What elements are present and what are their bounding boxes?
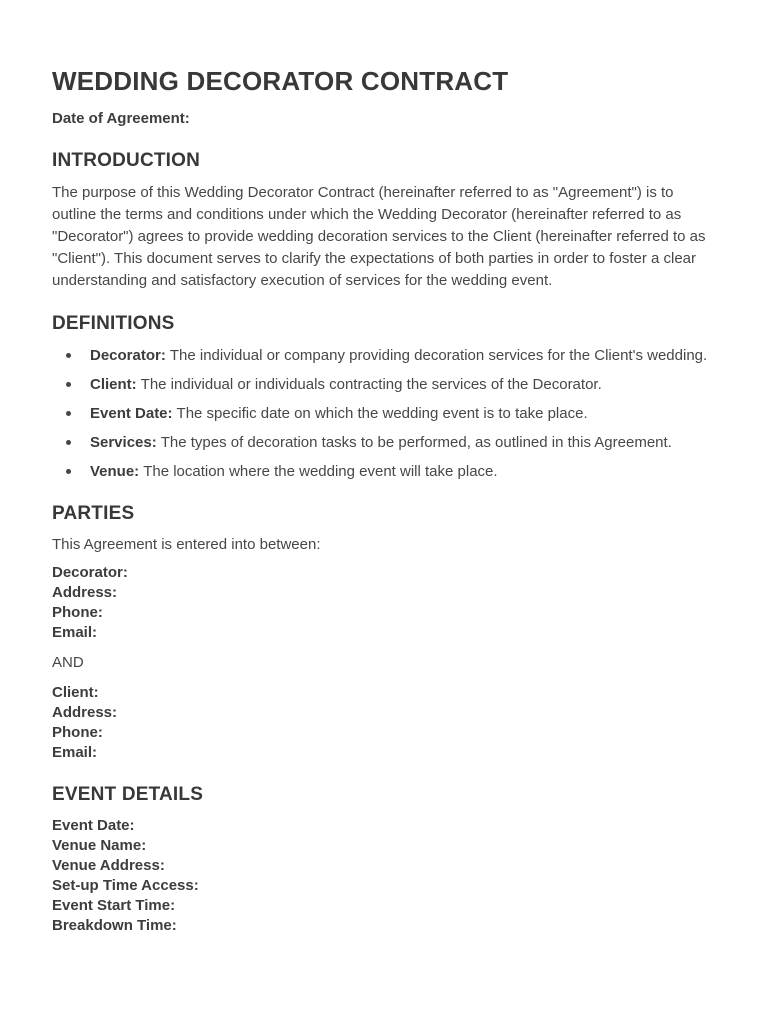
date-of-agreement-label: Date of Agreement: bbox=[52, 110, 190, 128]
bullet-icon bbox=[66, 411, 71, 416]
venue-address-label: Venue Address: bbox=[52, 857, 165, 875]
definition-description: The specific date on which the wedding event is to take place. bbox=[176, 405, 588, 423]
event-start-time-label: Event Start Time: bbox=[52, 897, 176, 915]
decorator-fields-block bbox=[52, 563, 718, 643]
client-label: Client: bbox=[52, 684, 99, 702]
definition-term: Decorator: bbox=[90, 347, 166, 365]
decorator-phone-label: Phone: bbox=[52, 604, 103, 622]
client-address-label: Address: bbox=[52, 704, 118, 722]
introduction-paragraph: The purpose of this Wedding Decorator Contract (hereinafter referred to as "Agreement") is to outline the terms and conditions under which the Wedding Decorator (hereinafter referred to as "Decorator") agrees to provide wedding decoration services to the Client (hereinafter referred to as "Client"). This document serves to clarify the expectations of both parties in order to foster a clear understanding and satisfactory execution of services for the wedding event. bbox=[52, 184, 706, 290]
event-details-heading: EVENT DETAILS bbox=[52, 784, 204, 806]
document-title: WEDDING DECORATOR CONTRACT bbox=[52, 66, 509, 96]
definition-item bbox=[90, 403, 718, 424]
definitions-list bbox=[52, 345, 718, 482]
definition-item bbox=[90, 432, 718, 453]
parties-section bbox=[52, 502, 718, 763]
definition-description: The individual or individuals contracting the services of the Decorator. bbox=[140, 376, 602, 394]
definition-term: Event Date: bbox=[90, 405, 173, 423]
decorator-address-label: Address: bbox=[52, 584, 118, 602]
definition-term: Venue: bbox=[90, 463, 140, 481]
event-details-section bbox=[52, 783, 718, 936]
definition-item bbox=[90, 345, 718, 366]
introduction-heading: INTRODUCTION bbox=[52, 150, 201, 172]
event-details-fields-block bbox=[52, 816, 718, 936]
definition-term: Client: bbox=[90, 376, 137, 394]
definition-description: The individual or company providing decoration services for the Client's wedding. bbox=[169, 347, 708, 365]
client-email-label: Email: bbox=[52, 744, 98, 762]
decorator-email-label: Email: bbox=[52, 624, 98, 642]
breakdown-time-label: Breakdown Time: bbox=[52, 917, 177, 935]
definition-description: The location where the wedding event will take place. bbox=[143, 463, 498, 481]
definitions-section bbox=[52, 312, 718, 482]
client-phone-label: Phone: bbox=[52, 724, 103, 742]
parties-intro: This Agreement is entered into between: bbox=[52, 536, 321, 554]
definition-item bbox=[90, 374, 718, 395]
parties-heading: PARTIES bbox=[52, 503, 135, 525]
bullet-icon bbox=[66, 353, 71, 358]
parties-conjunction: AND bbox=[52, 654, 84, 672]
bullet-icon bbox=[66, 440, 71, 445]
bullet-icon bbox=[66, 469, 71, 474]
decorator-label: Decorator: bbox=[52, 564, 128, 582]
definition-item bbox=[90, 461, 718, 482]
venue-name-label: Venue Name: bbox=[52, 837, 147, 855]
definitions-heading: DEFINITIONS bbox=[52, 313, 175, 335]
event-date-label: Event Date: bbox=[52, 817, 135, 835]
client-fields-block bbox=[52, 683, 718, 763]
introduction-section bbox=[52, 149, 718, 292]
definition-term: Services: bbox=[90, 434, 157, 452]
definition-description: The types of decoration tasks to be performed, as outlined in this Agreement. bbox=[160, 434, 672, 452]
bullet-icon bbox=[66, 382, 71, 387]
setup-time-access-label: Set-up Time Access: bbox=[52, 877, 199, 895]
